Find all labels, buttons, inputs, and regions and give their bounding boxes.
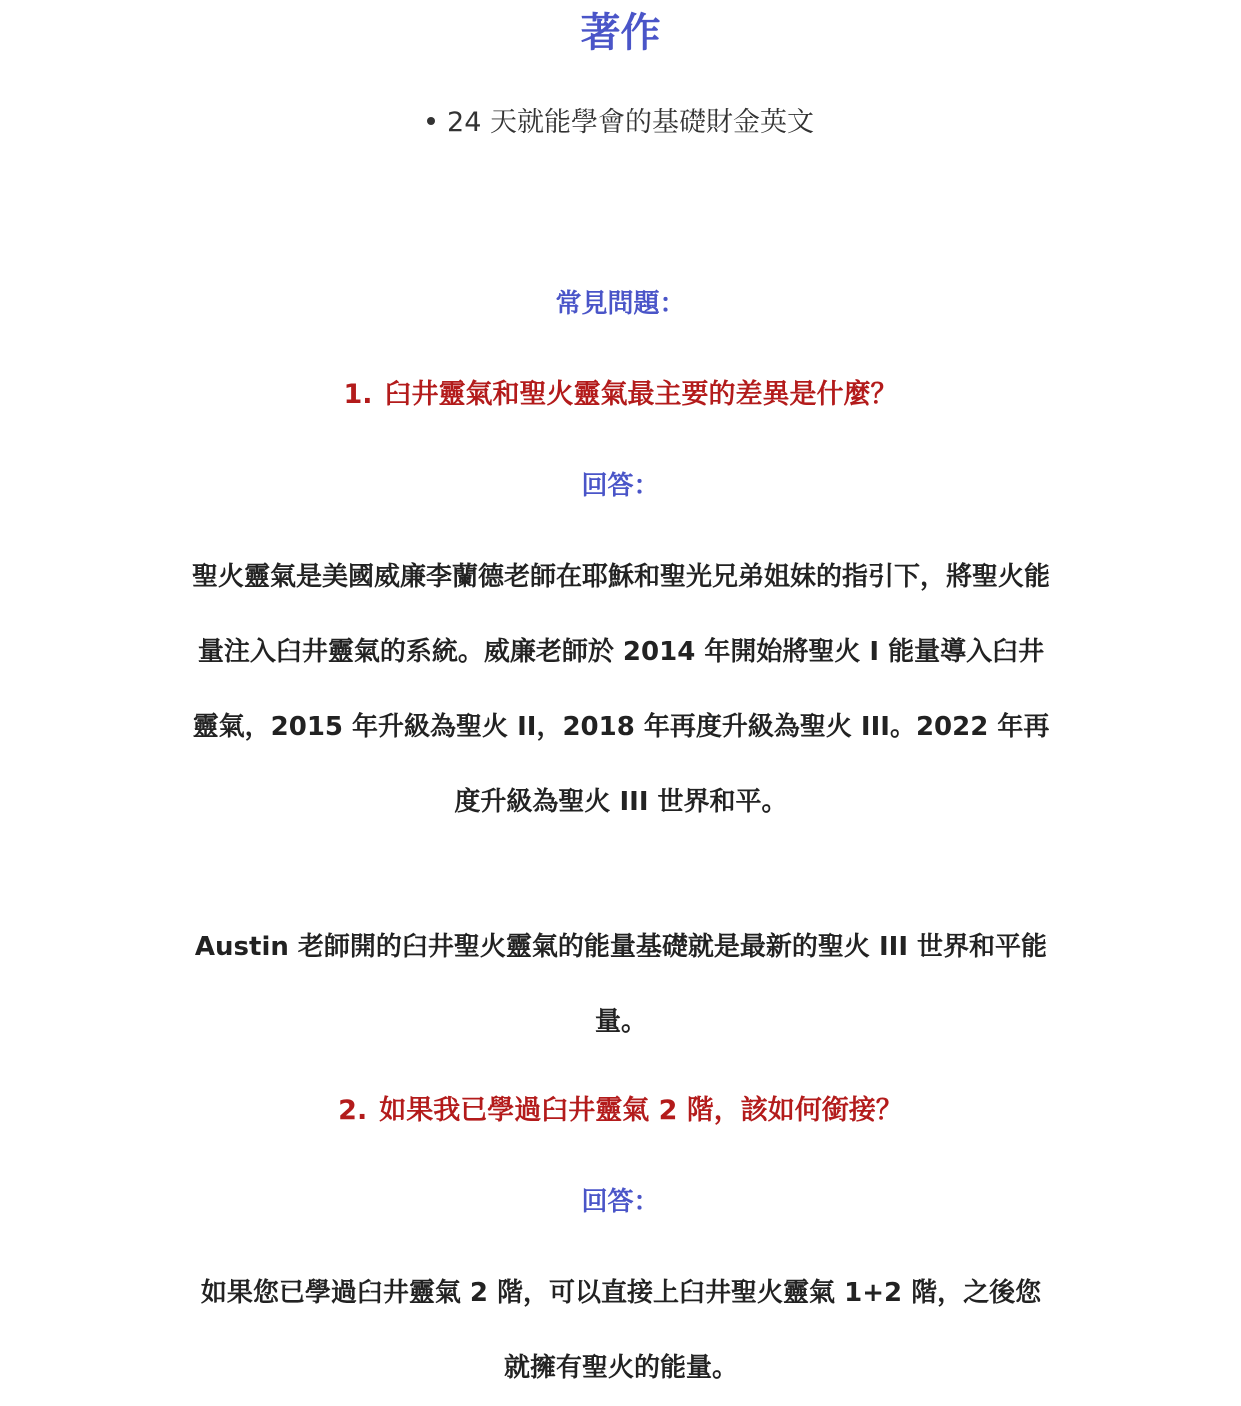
book-list xyxy=(0,104,1241,142)
works-title: 著作 xyxy=(580,10,661,56)
question-number: 1. xyxy=(343,379,373,410)
faq-heading: 常見問題： xyxy=(555,289,686,319)
answer-1-paragraph-2: Austin 老師開的臼井聖火靈氣的能量基礎就是最新的聖火 III 世界和平能量。 xyxy=(194,932,1048,1037)
bullet-icon xyxy=(427,117,435,125)
answer-1-paragraph-1: 聖火靈氣是美國威廉李蘭德老師在耶穌和聖光兄弟姐妹的指引下，將聖火能量注入臼井靈氣的系統。威廉老師於 2014 年開始將聖火 I 能量導入臼井靈氣，2015 年升級為聖火 II，2018 年再度升級為聖火 III。2022 年再度升級為聖火 III 世界和平。 xyxy=(191,562,1050,817)
question-number: 2. xyxy=(338,1095,368,1126)
faq-question-1 xyxy=(0,376,1241,414)
faq-question-2 xyxy=(0,1092,1241,1130)
answer-2-paragraph-1: 如果您已學過臼井靈氣 2 階，可以直接上臼井聖火靈氣 1+2 階，之後您就擁有聖火的能量。 xyxy=(200,1278,1042,1383)
answer-label-1: 回答： xyxy=(581,471,660,501)
answer-label-2: 回答： xyxy=(581,1187,660,1217)
list-item xyxy=(427,104,814,142)
question-text: 如果我已學過臼井靈氣 2 階，該如何銜接？ xyxy=(379,1095,903,1126)
question-text: 臼井靈氣和聖火靈氣最主要的差異是什麼？ xyxy=(384,379,898,410)
book-title: 24 天就能學會的基礎財金英文 xyxy=(447,107,814,138)
